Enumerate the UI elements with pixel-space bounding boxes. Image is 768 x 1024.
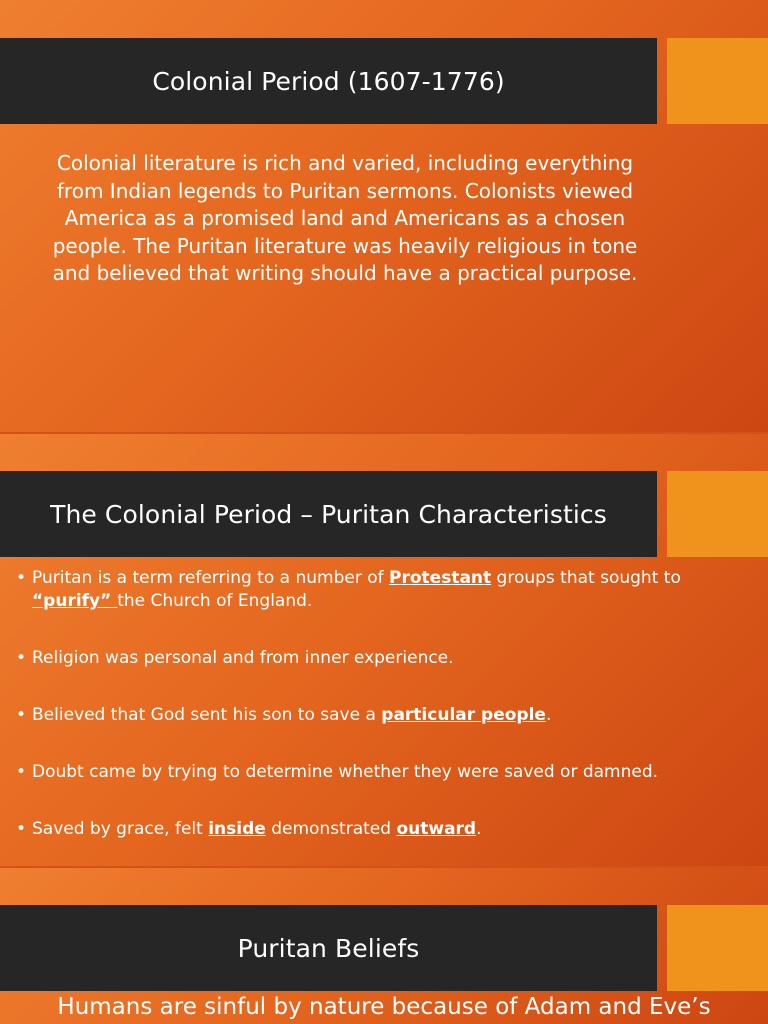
bullet-item — [16, 818, 756, 841]
bullet-item — [16, 567, 756, 613]
bullet-item — [16, 761, 756, 784]
slide-title: Puritan Beliefs — [237, 933, 420, 963]
slide-body-text: Humans are sinful by nature because of Adam and Eve’s — [57, 994, 711, 1020]
slide-puritan-characteristics — [0, 434, 768, 866]
bullet-text: . — [476, 819, 482, 839]
slide-title-bar — [0, 471, 657, 557]
accent-block — [667, 38, 768, 124]
slide-title: The Colonial Period – Puritan Characteristics — [50, 499, 607, 529]
slide-title: Colonial Period (1607-1776) — [152, 66, 505, 96]
slide-title-bar — [0, 38, 657, 124]
accent-block — [667, 471, 768, 557]
bullet-item — [16, 704, 756, 727]
accent-block — [667, 905, 768, 991]
emphasis-inside: inside — [208, 819, 266, 839]
bullet-list — [16, 567, 756, 866]
emphasis-particular-people: particular people — [381, 705, 546, 725]
emphasis-outward: outward — [396, 819, 477, 839]
bullet-text: the Church of England. — [117, 591, 313, 611]
bullet-text: Believed that God sent his son to save a — [32, 705, 382, 725]
bullet-text: Puritan is a term referring to a number of — [32, 568, 390, 588]
bullet-text: Religion was personal and from inner experience. — [32, 648, 454, 668]
bullet-text: Doubt came by trying to determine whether they were saved or damned. — [32, 762, 659, 782]
bullet-text: Saved by grace, felt — [32, 819, 209, 839]
emphasis-protestant: Protestant — [389, 568, 492, 588]
bullet-text: . — [545, 705, 552, 725]
slide-colonial-period — [0, 0, 768, 432]
bullet-item — [16, 647, 756, 670]
emphasis-purify: “purify” — [32, 591, 118, 611]
bullet-text: groups that sought to — [491, 568, 681, 588]
slide-body-text: Colonial literature is rich and varied, including everything from Indian legends to Puritan sermons. Colonists viewed America as a promised land and Americans as a chosen people. The Puritan literature was heavily religious in tone and believed that writing should have a practical purpose. — [52, 151, 638, 285]
slide-title-bar — [0, 905, 657, 991]
slide-puritan-beliefs — [0, 868, 768, 1024]
bullet-text: demonstrated — [265, 819, 397, 839]
